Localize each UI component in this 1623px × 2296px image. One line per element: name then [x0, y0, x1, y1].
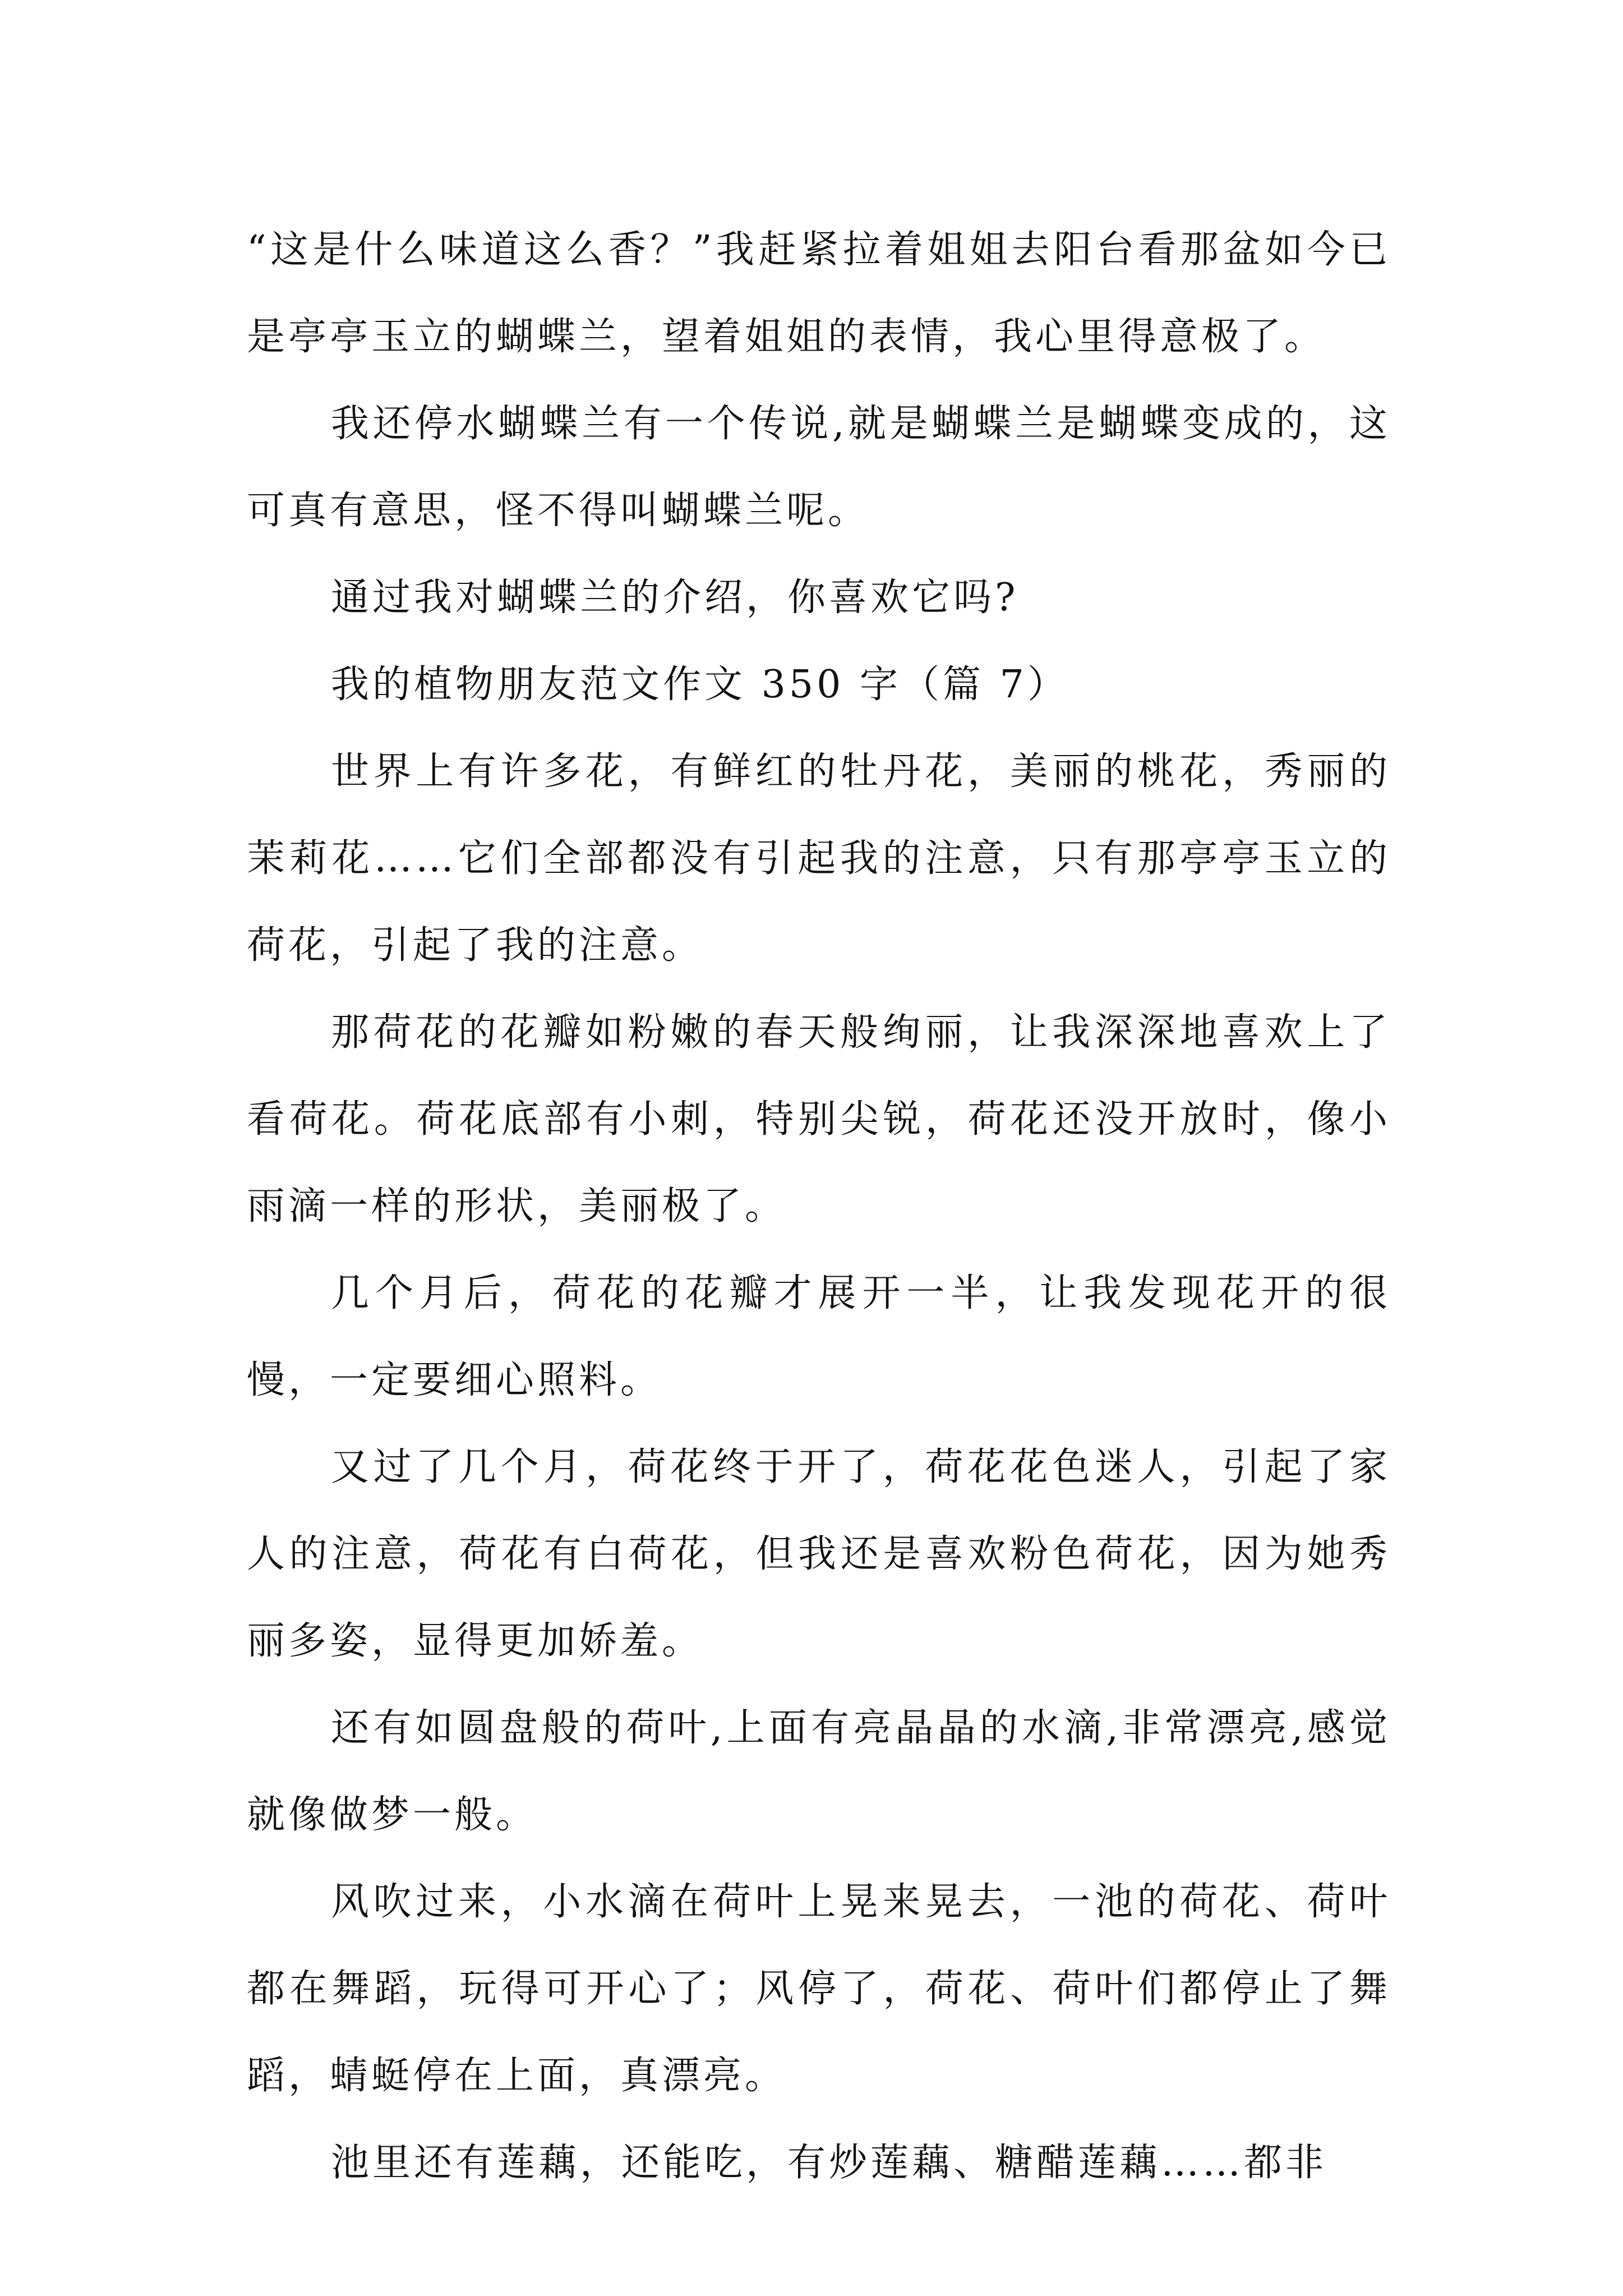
paragraph-6: 几个月后，荷花的花瓣才展开一半，让我发现花开的很慢，一定要细心照料。: [247, 1271, 1391, 1402]
body-text: [247, 206, 1391, 2206]
paragraph-10: 池里还有莲藕，还能吃，有炒莲藕、糖醋莲藕……都非: [331, 2141, 1327, 2185]
section-heading: 我的植物朋友范文作文 350 字（篇 7）: [331, 662, 1069, 707]
paragraph-5: 那荷花的花瓣如粉嫩的春天般绚丽，让我深深地喜欢上了看荷花。荷花底部有小刺，特别尖锐，荷花还没开放时，像小雨滴一样的形状，美丽极了。: [247, 1010, 1391, 1228]
paragraph-4: 世界上有许多花，有鲜红的牡丹花，美丽的桃花，秀丽的茉莉花……它们全部都没有引起我的注意，只有那亭亭玉立的荷花，引起了我的注意。: [247, 749, 1391, 968]
paragraph-7: 又过了几个月，荷花终于开了，荷花花色迷人，引起了家人的注意，荷花有白荷花，但我还是喜欢粉色荷花，因为她秀丽多姿，显得更加娇羞。: [247, 1445, 1391, 1663]
paragraph-2: 我还停水蝴蝶兰有一个传说,就是蝴蝶兰是蝴蝶变成的，这可真有意思，怪不得叫蝴蝶兰呢。: [247, 402, 1391, 533]
paragraph-1: “这是什么味道这么香？”我赶紧拉着姐姐去阳台看那盆如今已是亭亭玉立的蝴蝶兰，望着姐姐的表情，我心里得意极了。: [247, 228, 1391, 359]
paragraph-9: 风吹过来，小水滴在荷叶上晃来晃去，一池的荷花、荷叶都在舞蹈，玩得可开心了；风停了，荷花、荷叶们都停止了舞蹈，蜻蜓停在上面，真漂亮。: [247, 1880, 1391, 2098]
paragraph-3: 通过我对蝴蝶兰的介绍，你喜欢它吗?: [331, 576, 1019, 620]
paragraph-8: 还有如圆盘般的荷叶,上面有亮晶晶的水滴,非常漂亮,感觉就像做梦一般。: [247, 1706, 1391, 1837]
